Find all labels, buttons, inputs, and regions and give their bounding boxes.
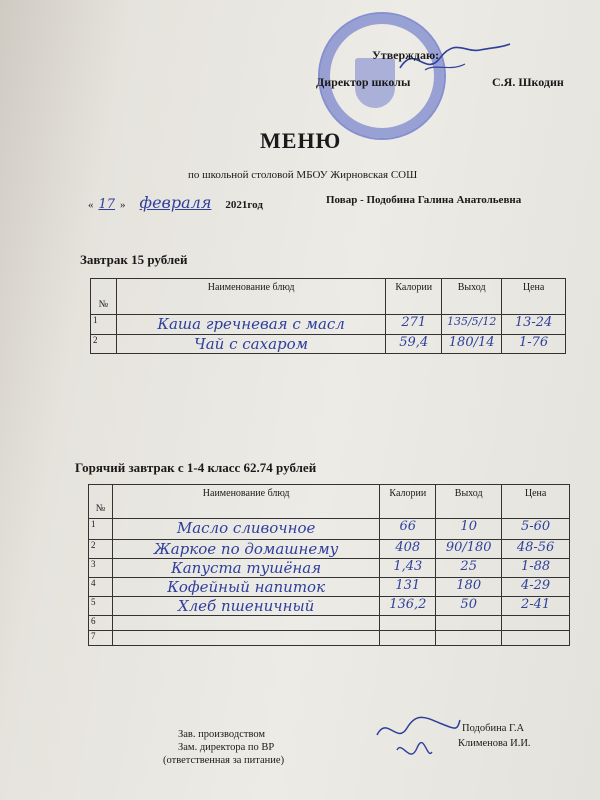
- table-row: 6: [89, 616, 570, 631]
- col-yield: Выход: [442, 279, 502, 315]
- yield-value: 135/5/12: [446, 315, 497, 328]
- price-value: 48-56: [516, 540, 555, 555]
- breakfast-table: [90, 278, 566, 354]
- cook-line: Повар - Подобина Галина Анатольевна: [326, 194, 522, 206]
- col-price: Цена: [502, 279, 566, 315]
- dish-name: Кофейный напиток: [167, 578, 326, 596]
- footer-production-manager: Зав. производством: [178, 729, 266, 740]
- dish-name: Чай с сахаром: [194, 335, 309, 353]
- yield-value: 90/180: [445, 540, 492, 555]
- table-row: 2 Чай с сахаром 59,4 180/14 1-76: [91, 335, 566, 354]
- date-line: [88, 193, 263, 212]
- calories-value: 66: [399, 519, 417, 534]
- breakfast-heading: Завтрак 15 рублей: [80, 252, 188, 267]
- col-yield: Выход: [436, 485, 502, 519]
- calories-value: 408: [395, 540, 421, 555]
- quote-close: »: [120, 199, 126, 211]
- calories-value: 271: [401, 315, 427, 330]
- footer-cook-name: Подобина Г.А: [462, 723, 525, 734]
- price-value: 13-24: [514, 315, 553, 330]
- subtitle: по школьной столовой МБОУ Жирновская СОШ: [188, 169, 418, 181]
- price-value: 4-29: [520, 578, 551, 593]
- table-row: 3 Капуста тушёная 1,43 25 1-88: [89, 559, 570, 578]
- col-calories: Калории: [386, 279, 442, 315]
- footer-signatures: [372, 710, 462, 770]
- page-title: МЕНЮ: [260, 128, 342, 153]
- col-name: Наименование блюд: [116, 279, 385, 315]
- price-value: 1-88: [520, 559, 551, 574]
- calories-value: 136,2: [389, 597, 427, 612]
- date-year: 2021год: [225, 199, 263, 211]
- dish-name: Жаркое по домашнему: [153, 540, 339, 558]
- approval-label: Утверждаю:: [372, 48, 440, 62]
- table-row: 5 Хлеб пшеничный 136,2 50 2-41: [89, 597, 570, 616]
- price-value: 5-60: [520, 519, 551, 534]
- date-month: февраля: [139, 193, 212, 212]
- table-row: 1 Каша гречневая с масл 271 135/5/12 13-24: [91, 315, 566, 335]
- yield-value: 180/14: [448, 335, 495, 350]
- dish-name: Каша гречневая с масл: [157, 315, 345, 333]
- dish-name: Капуста тушёная: [171, 559, 322, 577]
- price-value: 2-41: [520, 597, 551, 612]
- col-number: №: [91, 279, 117, 315]
- yield-value: 25: [460, 559, 477, 574]
- calories-value: 59,4: [399, 335, 429, 350]
- yield-value: 180: [456, 578, 482, 593]
- col-price: Цена: [502, 485, 570, 519]
- calories-value: 1,43: [393, 559, 423, 574]
- table-row: 7: [89, 631, 570, 646]
- dish-name: Хлеб пшеничный: [177, 597, 315, 615]
- director-name: С.Я. Шкодин: [492, 75, 564, 89]
- table-row: 2 Жаркое по домашнему 408 90/180 48-56: [89, 540, 570, 559]
- hot-breakfast-heading: Горячий завтрак с 1-4 класс 62.74 рублей: [75, 460, 317, 475]
- calories-value: 131: [395, 578, 421, 593]
- yield-value: 50: [460, 597, 477, 612]
- dish-name: Масло сливочное: [176, 519, 316, 537]
- footer-responsible: (ответственная за питание): [163, 755, 285, 766]
- col-name: Наименование блюд: [112, 485, 379, 519]
- footer-deputy-name: Клименова И.И.: [458, 738, 531, 749]
- director-label: Директор школы: [316, 75, 411, 89]
- col-calories: Калории: [380, 485, 436, 519]
- yield-value: 10: [460, 519, 477, 534]
- col-number: №: [89, 485, 113, 519]
- footer-deputy-director: Зам. директора по ВР: [178, 742, 275, 753]
- table-row: 4 Кофейный напиток 131 180 4-29: [89, 578, 570, 597]
- date-day: 17: [98, 197, 116, 212]
- quote-open: «: [88, 199, 94, 211]
- price-value: 1-76: [518, 335, 549, 350]
- hot-breakfast-table: [88, 484, 570, 646]
- table-row: 1 Масло сливочное 66 10 5-60: [89, 519, 570, 540]
